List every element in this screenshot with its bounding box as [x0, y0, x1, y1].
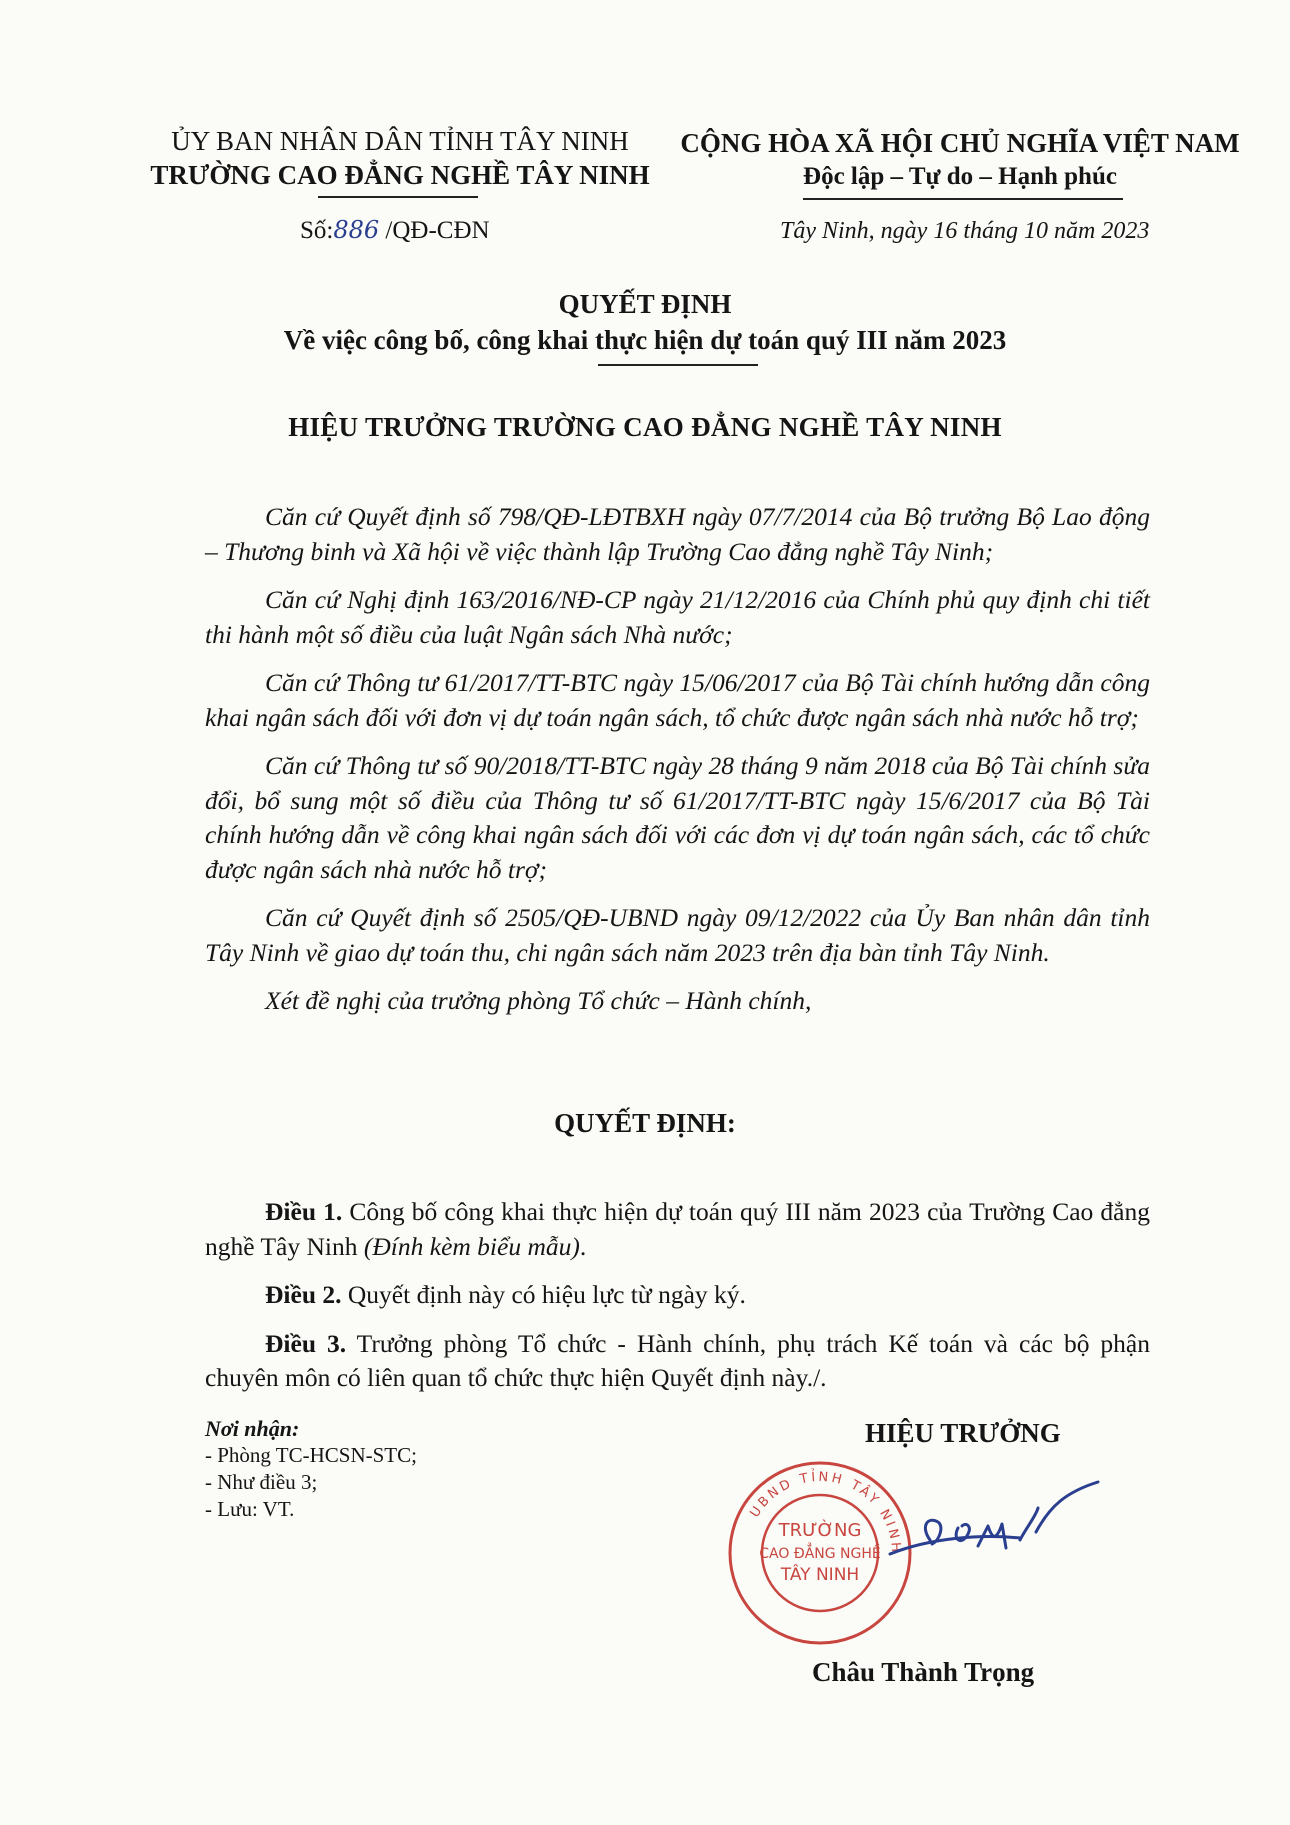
document-number — [300, 216, 490, 245]
doc-number-handwritten: 886 — [333, 216, 380, 244]
title-heading: QUYẾT ĐỊNH — [558, 289, 732, 319]
country-name: CỘNG HÒA XÃ HỘI CHỦ NGHĨA VIỆT NAM — [680, 128, 1240, 158]
recipient-item: - Lưu: VT. — [205, 1497, 295, 1521]
article-text: Trưởng phòng Tổ chức - Hành chính, phụ trách Kế toán và các bộ phận chuyên môn có liên quan tổ chức thực hiện Quyết định này./. — [205, 1328, 1150, 1392]
doc-number-suffix: /QĐ-CĐN — [379, 217, 490, 244]
preamble-item: Căn cứ Thông tư số 90/2018/TT-BTC ngày 28 tháng 9 năm 2018 của Bộ Tài chính sửa đổi, bổ sung một số điều của Thông tư số 61/2017/TT-BTC ngày 15/6/2017 của Bộ Tài chính hướng dẫn về công khai ngân sách đối với các đơn vị dự toán ngân sách, các tổ chức được ngân sách nhà nước hỗ trợ; — [205, 751, 1150, 884]
article-text: Công bố công khai thực hiện dự toán quý III năm 2023 của Trường Cao đẳng nghề Tây Ninh — [205, 1197, 1150, 1261]
national-motto-block — [660, 126, 1260, 194]
header-right-rule — [803, 198, 1123, 200]
article-3 — [205, 1327, 1150, 1396]
doc-number-prefix: Số: — [300, 217, 334, 244]
article-1 — [205, 1195, 1150, 1264]
preamble-item: Căn cứ Nghị định 163/2016/NĐ-CP ngày 21/12/2016 của Chính phủ quy định chi tiết thi hành một số điều của luật Ngân sách Nhà nước; — [205, 585, 1150, 649]
header-left-rule — [318, 196, 478, 198]
article-label: Điều 1. — [265, 1197, 343, 1226]
recipient-item: - Phòng TC-HCSN-STC; — [205, 1443, 417, 1467]
document-title — [0, 286, 1290, 358]
article-label: Điều 2. — [265, 1280, 342, 1309]
recipients-heading: Nơi nhận: — [205, 1416, 300, 1441]
preamble-item: Căn cứ Thông tư 61/2017/TT-BTC ngày 15/06/2017 của Bộ Tài chính hướng dẫn công khai ngân sách đối với đơn vị dự toán ngân sách, tổ chức được ngân sách nhà nước hỗ trợ; — [205, 668, 1150, 732]
article-2 — [205, 1278, 1150, 1313]
preamble — [205, 500, 1150, 1033]
article-end: . — [579, 1231, 587, 1261]
articles — [205, 1195, 1150, 1410]
stamp-ring-text: UBND TỈNH TÂY NINH — [747, 1469, 904, 1556]
handwritten-signature-icon — [870, 1468, 1110, 1588]
signer-name: Châu Thành Trọng — [812, 1657, 1035, 1687]
motto: Độc lập – Tự do – Hạnh phúc — [803, 163, 1117, 190]
article-text: Quyết định này có hiệu lực từ ngày ký. — [341, 1280, 746, 1309]
stamp-line-2: CAO ĐẲNG NGHỀ — [759, 1546, 881, 1562]
authority-heading: HIỆU TRƯỞNG TRƯỜNG CAO ĐẲNG NGHỀ TÂY NINH — [288, 412, 1002, 442]
preamble-item: Xét đề nghị của trưởng phòng Tổ chức – Hành chính, — [265, 986, 812, 1015]
preamble-item: Căn cứ Quyết định số 2505/QĐ-UBND ngày 09/12/2022 của Ủy Ban nhân dân tỉnh Tây Ninh về giao dự toán thu, chi ngân sách năm 2023 trên địa bàn tỉnh Tây Ninh. — [205, 903, 1150, 967]
issuing-authority-block — [120, 124, 680, 192]
title-rule — [598, 364, 758, 366]
title-subject: Về việc công bố, công khai thực hiện dự toán quý III năm 2023 — [283, 325, 1007, 355]
stamp-line-3: TÂY NINH — [780, 1565, 860, 1585]
decision-heading: QUYẾT ĐỊNH: — [554, 1108, 736, 1138]
recipients-block — [205, 1415, 417, 1523]
preamble-item: Căn cứ Quyết định số 798/QĐ-LĐTBXH ngày 07/7/2014 của Bộ trưởng Bộ Lao động – Thương binh và Xã hội về việc thành lập Trường Cao đẳng nghề Tây Ninh; — [205, 502, 1150, 566]
issuing-school: TRƯỜNG CAO ĐẲNG NGHỀ TÂY NINH — [150, 160, 650, 190]
stamp-line-1: TRƯỜNG — [778, 1520, 862, 1541]
article-label: Điều 3. — [265, 1328, 347, 1358]
recipient-item: - Như điều 3; — [205, 1470, 318, 1494]
issuing-province: ỦY BAN NHÂN DÂN TỈNH TÂY NINH — [171, 126, 629, 156]
article-note: (Đính kèm biểu mẫu) — [363, 1231, 580, 1261]
issue-date: Tây Ninh, ngày 16 tháng 10 năm 2023 — [780, 218, 1150, 244]
signature-title: HIỆU TRƯỞNG — [865, 1418, 1061, 1448]
